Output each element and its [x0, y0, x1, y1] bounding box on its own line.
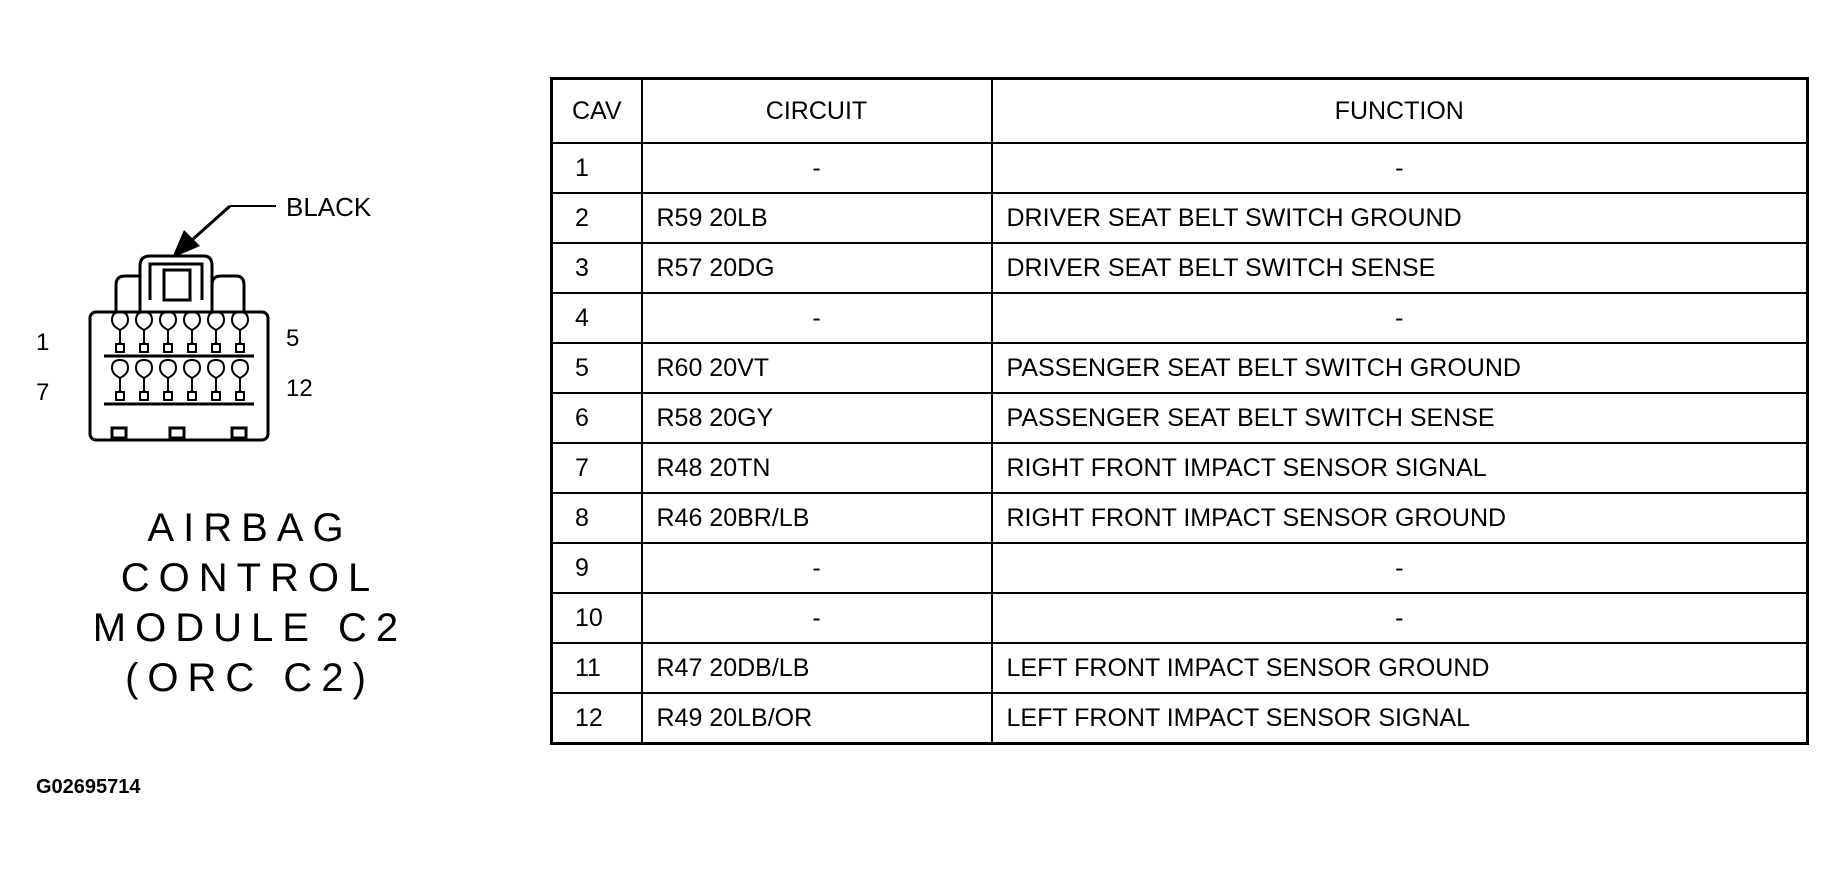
circuit-cell: R47 20DB/LB	[642, 643, 992, 693]
figure-id: G02695714	[36, 776, 141, 798]
module-name-line-2: CONTROL	[120, 556, 380, 600]
pin-label-top-left: 1	[36, 329, 50, 356]
module-name-line-3: MODULE C2	[92, 606, 408, 650]
table-row	[552, 143, 1808, 193]
table-row	[552, 393, 1808, 443]
table-row	[552, 643, 1808, 693]
function-cell: PASSENGER SEAT BELT SWITCH GROUND	[992, 343, 1808, 393]
circuit-cell: R57 20DG	[642, 243, 992, 293]
header-function: FUNCTION	[992, 79, 1808, 144]
table-row	[552, 193, 1808, 243]
cav-cell: 11	[552, 643, 642, 693]
table-header-row	[552, 79, 1808, 144]
cav-cell: 9	[552, 543, 642, 593]
pin-label-bottom-left: 7	[36, 379, 50, 406]
cav-cell: 2	[552, 193, 642, 243]
cav-cell: 8	[552, 493, 642, 543]
function-cell: -	[992, 293, 1808, 343]
function-cell: -	[992, 543, 1808, 593]
circuit-cell: R58 20GY	[642, 393, 992, 443]
cav-cell: 3	[552, 243, 642, 293]
circuit-cell: R59 20LB	[642, 193, 992, 243]
circuit-cell: R48 20TN	[642, 443, 992, 493]
cav-cell: 6	[552, 393, 642, 443]
table-row	[552, 543, 1808, 593]
circuit-cell: R46 20BR/LB	[642, 493, 992, 543]
function-cell: LEFT FRONT IMPACT SENSOR GROUND	[992, 643, 1808, 693]
color-leader-arrow	[172, 206, 276, 258]
circuit-cell: R60 20VT	[642, 343, 992, 393]
table-row	[552, 493, 1808, 543]
cav-cell: 7	[552, 443, 642, 493]
pin-label-bottom-right: 12	[286, 375, 313, 402]
function-cell: -	[992, 593, 1808, 643]
connector-color-label: BLACK	[286, 192, 372, 222]
function-cell: -	[992, 143, 1808, 193]
circuit-cell: R49 20LB/OR	[642, 693, 992, 744]
cav-cell: 4	[552, 293, 642, 343]
table-row	[552, 293, 1808, 343]
cav-cell: 1	[552, 143, 642, 193]
module-name-line-1: AIRBAG	[147, 506, 353, 550]
pinout-table	[550, 77, 1809, 745]
cav-cell: 10	[552, 593, 642, 643]
header-circuit: CIRCUIT	[642, 79, 992, 144]
function-cell: PASSENGER SEAT BELT SWITCH SENSE	[992, 393, 1808, 443]
function-cell: DRIVER SEAT BELT SWITCH GROUND	[992, 193, 1808, 243]
header-cav: CAV	[552, 79, 642, 144]
table-row	[552, 693, 1808, 744]
function-cell: DRIVER SEAT BELT SWITCH SENSE	[992, 243, 1808, 293]
circuit-cell: -	[642, 293, 992, 343]
circuit-cell: -	[642, 543, 992, 593]
function-cell: RIGHT FRONT IMPACT SENSOR GROUND	[992, 493, 1808, 543]
circuit-cell: -	[642, 593, 992, 643]
pin-label-top-right: 5	[286, 325, 300, 352]
table-row	[552, 243, 1808, 293]
table-row	[552, 593, 1808, 643]
table-row	[552, 343, 1808, 393]
cav-cell: 12	[552, 693, 642, 744]
circuit-cell: -	[642, 143, 992, 193]
table-row	[552, 443, 1808, 493]
function-cell: RIGHT FRONT IMPACT SENSOR SIGNAL	[992, 443, 1808, 493]
function-cell: LEFT FRONT IMPACT SENSOR SIGNAL	[992, 693, 1808, 744]
module-name-line-4: (ORC C2)	[125, 656, 375, 700]
cav-cell: 5	[552, 343, 642, 393]
